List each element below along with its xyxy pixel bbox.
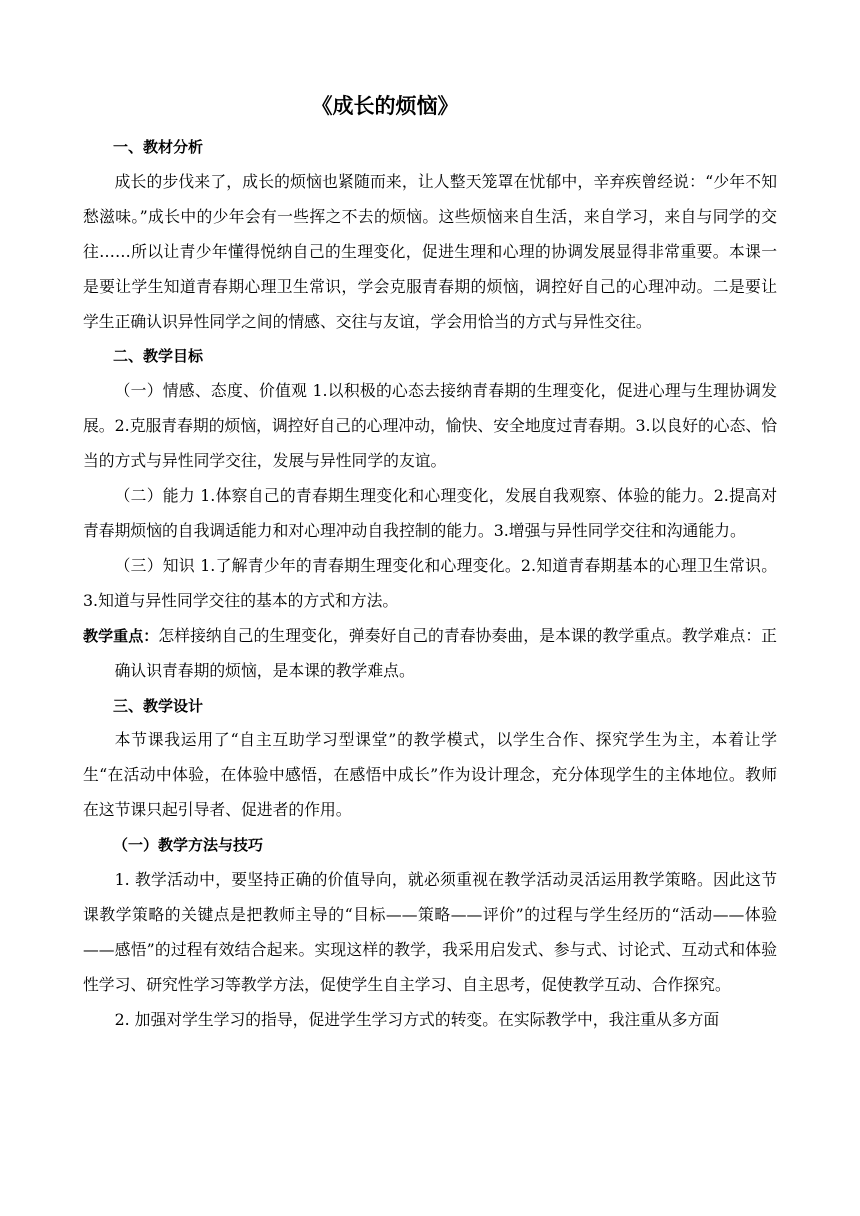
document-title: 《成长的烦恼》 bbox=[311, 94, 459, 118]
section-heading-teaching-goals: 二、教学目标 bbox=[113, 347, 204, 366]
paragraph-goal-emotion: （一）情感、态度、价值观 1.以积极的心态去接纳青春期的生理变化，促进心理与生理协调发展。2.克服青春期的烦恼，调控好自己的心理冲动，愉快、安全地度过青春期。3.以良好的心态、恰当的方式与异性同学交往，发展与异性同学的友谊。 bbox=[83, 381, 777, 471]
subsection-heading-methods: （一）教学方法与技巧 bbox=[113, 836, 264, 855]
paragraph-goal-knowledge: （三）知识 1.了解青少年的青春期生理变化和心理变化。2.知道青春期基本的心理卫生常识。3.知道与异性同学交往的基本的方式和方法。 bbox=[83, 555, 777, 610]
section-heading-teaching-design: 三、教学设计 bbox=[113, 696, 204, 715]
document-body bbox=[83, 130, 777, 1038]
paragraph-textbook-analysis: 成长的步伐来了，成长的烦恼也紧随而来，让人整天笼罩在忧郁中，辛弃疾曾经说：“少年不知愁滋味。”成长中的少年会有一些挥之不去的烦恼。这些烦恼来自生活，来自学习，来自与同学的交往……所以让青少年懂得悦纳自己的生理变化，促进生理和心理的协调发展显得非常重要。本课一是要让学生知道青春期心理卫生常识，学会克服青春期的烦恼，调控好自己的心理冲动。二是要让学生正确认识异性同学之间的情感、交往与友谊，学会用恰当的方式与异性交往。 bbox=[83, 171, 777, 331]
paragraph-method-1: 1. 教学活动中，要坚持正确的价值导向，就必须重视在教学活动灵活运用教学策略。因此这节课教学策略的关键点是把教师主导的“目标——策略——评价”的过程与学生经历的“活动——体验——感悟”的过程有效结合起来。实现这样的教学，我采用启发式、参与式、讨论式、互动式和体验性学习、研究性学习等教学方法，促使学生自主学习、自主思考，促使教学互动、合作探究。 bbox=[83, 870, 777, 994]
section-heading-textbook-analysis: 一、教材分析 bbox=[113, 138, 204, 156]
key-points-text: 怎样接纳自己的生理变化，弹奏好自己的青春协奏曲，是本课的教学重点。教学难点：正确认识青春期的烦恼，是本课的教学难点。 bbox=[114, 625, 777, 680]
paragraph-goal-ability: （二）能力 1.体察自己的青春期生理变化和心理变化，发展自我观察、体验的能力。2.提高对青春期烦恼的自我调适能力和对心理冲动自我控制的能力。3.增强与异性同学交往和沟通能力。 bbox=[83, 486, 777, 540]
paragraph-teaching-design: 本节课我运用了“自主互助学习型课堂”的教学模式，以学生合作、探究学生为主，本着让学生“在活动中体验，在体验中感悟，在感悟中成长”作为设计理念，充分体现学生的主体地位。教师在这节课只起引导者、促进者的作用。 bbox=[83, 730, 777, 820]
key-points-label: 教学重点： bbox=[83, 626, 159, 645]
paragraph-key-points bbox=[83, 619, 777, 689]
paragraph-method-2: 2. 加强对学生学习的指导，促进学生学习方式的转变。在实际教学中，我注重从多方面 bbox=[114, 1009, 720, 1029]
